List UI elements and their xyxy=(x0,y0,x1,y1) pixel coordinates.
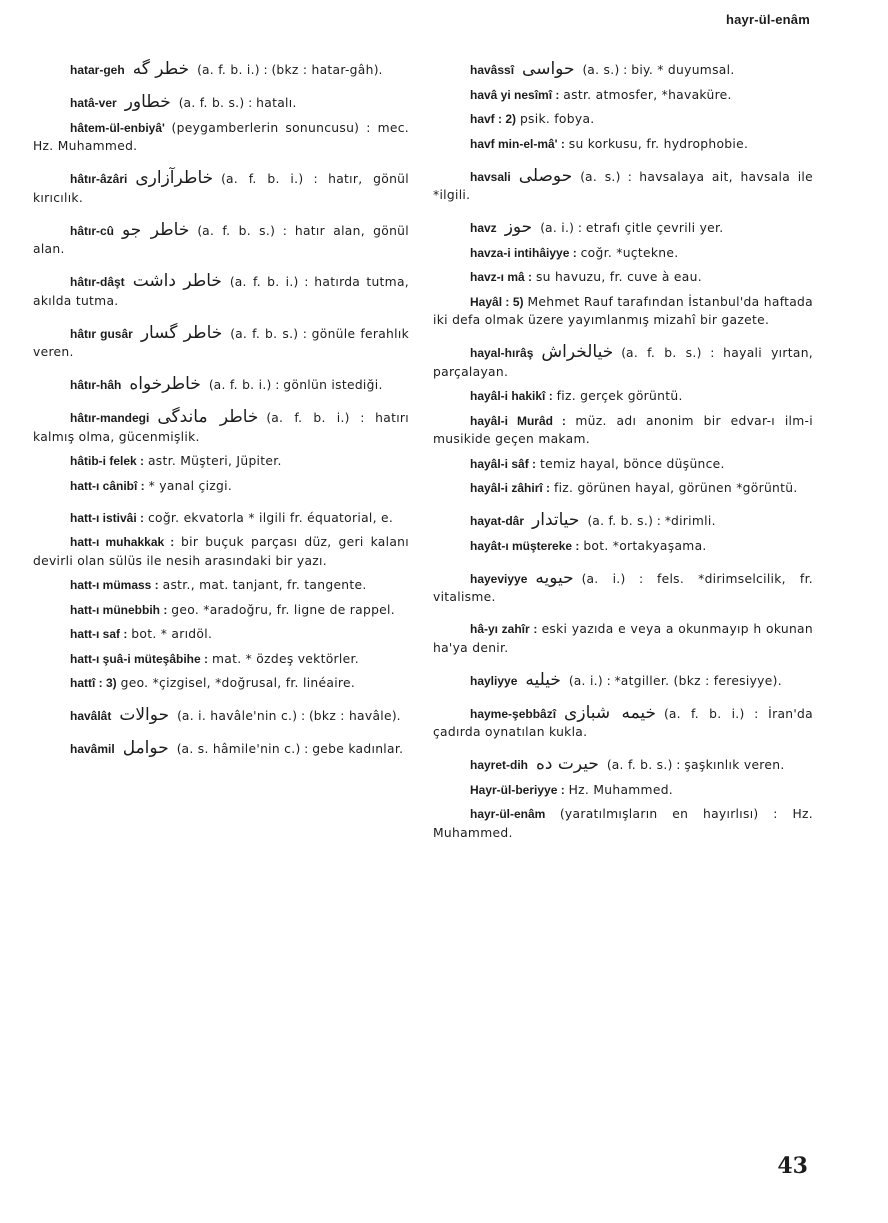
dictionary-entry xyxy=(33,706,409,726)
entry-arabic-script: خيليه xyxy=(525,669,561,690)
entry-definition: eski yazıda e veya a okunmayıp h okunan ha'ya denir. xyxy=(433,622,813,655)
entry-headword: havf : 2) xyxy=(470,112,517,126)
entry-headword: hâtır-hâh xyxy=(70,378,122,392)
entry-headword: hayat-dâr xyxy=(470,514,525,528)
entry-headword: hayâl-i hakikî : xyxy=(470,389,553,403)
entry-definition: (a. f. b. i.) : (bkz : hatar-gâh). xyxy=(197,63,383,77)
entry-definition: (a. f. b. s.) : hatalı. xyxy=(178,96,297,110)
entry-headword: hayr-ül-enâm xyxy=(470,807,546,821)
entry-definition: (a. f. b. i.) : hatır, gönül kırıcılık. xyxy=(33,172,409,205)
entry-definition: (a. i. havâle'nin c.) : (bkz : havâle). xyxy=(177,709,401,723)
entry-headword: hatt-ı muhakkak : xyxy=(70,535,175,549)
entry-headword: hâtem-ül-enbiyâ' xyxy=(70,120,165,135)
entry-definition: (a. i.) : etrafı çitle çevrili yer. xyxy=(540,221,724,235)
dictionary-entry xyxy=(433,244,813,263)
entry-headword: hâtır-dâşt xyxy=(70,275,125,289)
entry-arabic-script: خيالخراش xyxy=(541,342,614,362)
dictionary-entry xyxy=(33,408,409,446)
dictionary-entry xyxy=(33,452,409,471)
entry-arabic-script: خاطر داشت xyxy=(132,271,222,291)
right-column xyxy=(433,60,813,856)
dictionary-entry xyxy=(33,509,409,528)
dictionary-entry xyxy=(433,755,813,775)
entry-arabic-script: خيمه شبازى xyxy=(564,702,657,723)
entry-headword: havz-ı mâ : xyxy=(470,270,533,284)
dictionary-entry xyxy=(433,135,813,154)
entry-definition: geo. *çizgisel, *doğrusal, fr. linéaire. xyxy=(120,676,356,690)
entry-headword: havsali xyxy=(470,169,511,184)
entry-headword: hayliyye xyxy=(470,673,518,688)
entry-headword: hâtır-âzâri xyxy=(70,172,128,186)
entry-arabic-script: خاطر ماندگى xyxy=(157,407,259,427)
entry-headword: hatt-ı şuâ-i müteşâbihe : xyxy=(70,651,209,666)
dictionary-entry xyxy=(433,569,813,607)
dictionary-entry xyxy=(33,272,409,310)
entry-definition: coğr. ekvatorla * ilgili fr. équatorial, e. xyxy=(147,510,394,525)
entry-headword: havâmil xyxy=(70,742,115,756)
entry-definition: (a. f. b. s.) : gönüle ferahlık veren. xyxy=(33,326,409,359)
entry-definition: su havuzu, fr. cuve à eau. xyxy=(535,270,702,284)
entry-headword: hayâl-i sâf : xyxy=(470,456,537,471)
dictionary-entry xyxy=(433,110,813,129)
dictionary-entry xyxy=(33,739,409,759)
entry-definition: fiz. görünen hayal, görünen *görüntü. xyxy=(553,481,798,495)
entry-headword: havâ yi nesîmî : xyxy=(470,87,560,102)
entry-headword: hayme-şebbâzî xyxy=(470,706,557,721)
dictionary-entry xyxy=(433,620,813,657)
entry-headword: hattî : 3) xyxy=(70,676,117,690)
entry-arabic-script: حوالات xyxy=(119,705,170,725)
dictionary-entry xyxy=(433,671,813,691)
entry-arabic-script: خطاور xyxy=(124,92,171,112)
entry-headword: hatar-geh xyxy=(70,63,125,77)
entry-headword: hayal-hırâş xyxy=(470,346,534,360)
entry-definition: (a. s. hâmile'nin c.) : gebe kadınlar. xyxy=(176,742,404,756)
dictionary-entry xyxy=(33,601,409,620)
dictionary-entry xyxy=(33,674,409,693)
entry-arabic-script: خاطرآزارى xyxy=(135,168,214,188)
dictionary-entry xyxy=(33,221,409,259)
entry-definition: (a. f. b. i.) : hatırı kalmış olma, gücenmişlik. xyxy=(33,411,409,444)
entry-definition: (a. f. b. s.) : şaşkınlık veren. xyxy=(606,758,785,772)
dictionary-entry xyxy=(433,60,813,80)
entry-arabic-script: حوز xyxy=(504,217,533,237)
entry-definition: psik. fobya. xyxy=(519,112,595,126)
entry-arabic-script: حواسى xyxy=(522,59,575,79)
entry-headword: hâtır gusâr xyxy=(70,326,133,341)
entry-definition: astr. atmosfer, *havaküre. xyxy=(563,87,732,102)
entry-headword: havza-i intihâiyye : xyxy=(470,245,577,260)
dictionary-entry xyxy=(433,412,813,449)
dictionary-entry xyxy=(433,293,813,330)
entry-definition: (a. f. b. s.) : hatır alan, gönül alan. xyxy=(33,223,409,256)
entry-definition: temiz hayal, bönce düşünce. xyxy=(539,456,725,471)
entry-headword: Hayâl : 5) xyxy=(470,294,524,309)
entry-definition: (a. i.) : fels. *dirimselcilik, fr. vitalisme. xyxy=(433,571,813,604)
dictionary-entry xyxy=(433,343,813,381)
dictionary-entry xyxy=(33,119,409,156)
dictionary-entry xyxy=(433,167,813,205)
dictionary-entry xyxy=(33,375,409,395)
entry-definition: Mehmet Rauf tarafından İstanbul'da haftada iki defa olmak üzere yayımlanmış mizahî bir gazete. xyxy=(433,294,814,327)
entry-definition: (a. i.) : *atgiller. (bkz : feresiyye). xyxy=(568,673,782,688)
entry-arabic-script: خاطرخواه xyxy=(129,374,201,394)
entry-headword: havf min-el-mâ' : xyxy=(470,136,565,151)
entry-headword: havz xyxy=(470,221,497,235)
entry-headword: hayret-dih xyxy=(470,758,529,772)
entry-definition: bot. * arıdöl. xyxy=(131,627,213,641)
entry-headword: hâ-yı zahîr : xyxy=(470,622,538,636)
page-number: 43 xyxy=(777,1153,808,1179)
entry-definition: bot. *ortakyaşama. xyxy=(583,538,707,553)
entry-arabic-script: خاطر جو xyxy=(122,219,190,240)
entry-headword: hâtib-i felek : xyxy=(70,454,145,468)
entry-definition: (a. s.) : havsalaya ait, havsala ile *ilgili. xyxy=(433,169,813,202)
entry-arabic-script: خاطر گسار xyxy=(140,322,223,343)
entry-headword: hâtır-cû xyxy=(70,223,115,238)
entry-headword: hatâ-ver xyxy=(70,96,117,110)
entry-definition: (a. f. b. s.) : hayali yırtan, parçalayan. xyxy=(433,346,813,379)
dictionary-entry xyxy=(433,537,813,556)
dictionary-entry xyxy=(433,479,813,498)
entry-definition: (a. s.) : biy. * duyumsal. xyxy=(582,63,735,77)
dictionary-entry xyxy=(433,268,813,287)
entry-headword: hatt-ı münebbih : xyxy=(70,602,168,617)
running-head: hayr-ül-enâm xyxy=(725,12,810,27)
entry-definition: fiz. gerçek görüntü. xyxy=(556,389,683,403)
entry-definition: * yanal çizgi. xyxy=(148,478,233,493)
entry-headword: hatt-ı istivâi : xyxy=(70,510,145,525)
entry-definition: (a. f. b. i.) : gönlün istediği. xyxy=(208,378,383,392)
entry-headword: hayâl-i Murâd : xyxy=(470,413,566,428)
entry-headword: hatt-ı saf : xyxy=(70,627,128,641)
dictionary-entry xyxy=(433,805,813,842)
dictionary-entry xyxy=(433,86,813,105)
dictionary-entry xyxy=(33,93,409,113)
dictionary-entry xyxy=(33,650,409,669)
entry-arabic-script: حياتدار xyxy=(532,510,580,530)
entry-headword: hatt-ı mümass : xyxy=(70,578,159,592)
dictionary-entry xyxy=(33,533,409,570)
dictionary-entry xyxy=(433,781,813,800)
dictionary-entry xyxy=(33,324,409,362)
dictionary-entry xyxy=(433,387,813,406)
entry-definition: astr. Müşteri, Jüpiter. xyxy=(147,454,282,468)
entry-definition: coğr. *uçtekne. xyxy=(580,245,679,260)
entry-arabic-script: حوامل xyxy=(122,738,169,758)
dictionary-entry xyxy=(433,218,813,238)
dictionary-entry xyxy=(33,169,409,207)
entry-arabic-script: حوصلى xyxy=(518,165,573,186)
dictionary-entry xyxy=(33,576,409,595)
dictionary-entry xyxy=(433,511,813,531)
entry-definition: mat. * özdeş vektörler. xyxy=(211,651,359,666)
entry-definition: (a. f. b. i.) : İran'da çadırda oynatılan kukla. xyxy=(433,706,813,739)
entry-arabic-script: حيرت ده xyxy=(536,754,599,774)
dictionary-entry xyxy=(33,477,409,496)
entry-headword: hayâl-i zâhirî : xyxy=(470,481,551,495)
entry-headword: havâlât xyxy=(70,709,112,723)
left-column xyxy=(33,60,409,772)
entry-definition: müz. adı anonim bir edvar-ı ilm-i musikide geçen makam. xyxy=(433,413,813,446)
entry-headword: hatt-ı cânibî : xyxy=(70,478,145,493)
dictionary-entry xyxy=(33,625,409,644)
entry-definition: astr., mat. tanjant, fr. tangente. xyxy=(162,578,367,592)
entry-definition: (a. f. b. i.) : hatırda tutma, akılda tutma. xyxy=(33,275,410,308)
entry-headword: Hayr-ül-beriyye : xyxy=(470,782,565,797)
entry-definition: (a. f. b. s.) : *dirimli. xyxy=(587,514,716,528)
dictionary-entry xyxy=(33,60,409,80)
entry-definition: bir buçuk parçası düz, geri kalanı devirli olan sülüs ile nesih arasındaki bir yazı. xyxy=(33,535,409,568)
dictionary-entry xyxy=(433,455,813,474)
entry-headword: hayeviyye xyxy=(470,571,528,586)
entry-headword: havâssî xyxy=(470,63,515,77)
entry-definition: geo. *aradoğru, fr. ligne de rappel. xyxy=(171,602,395,617)
entry-arabic-script: حيويه xyxy=(535,567,574,588)
entry-definition: (peygamberlerin sonuncusu) : mec. Hz. Muhammed. xyxy=(33,120,409,153)
entry-arabic-script: خطر گه xyxy=(132,59,190,79)
entry-definition: Hz. Muhammed. xyxy=(568,782,674,797)
entry-definition: su korkusu, fr. hydrophobie. xyxy=(568,136,749,151)
entry-headword: hâtır-mandegi xyxy=(70,411,150,425)
entry-headword: hayât-ı müştereke : xyxy=(470,538,580,553)
dictionary-entry xyxy=(433,704,813,742)
entry-definition: (yaratılmışların en hayırlısı) : Hz. Muhammed. xyxy=(433,807,813,840)
